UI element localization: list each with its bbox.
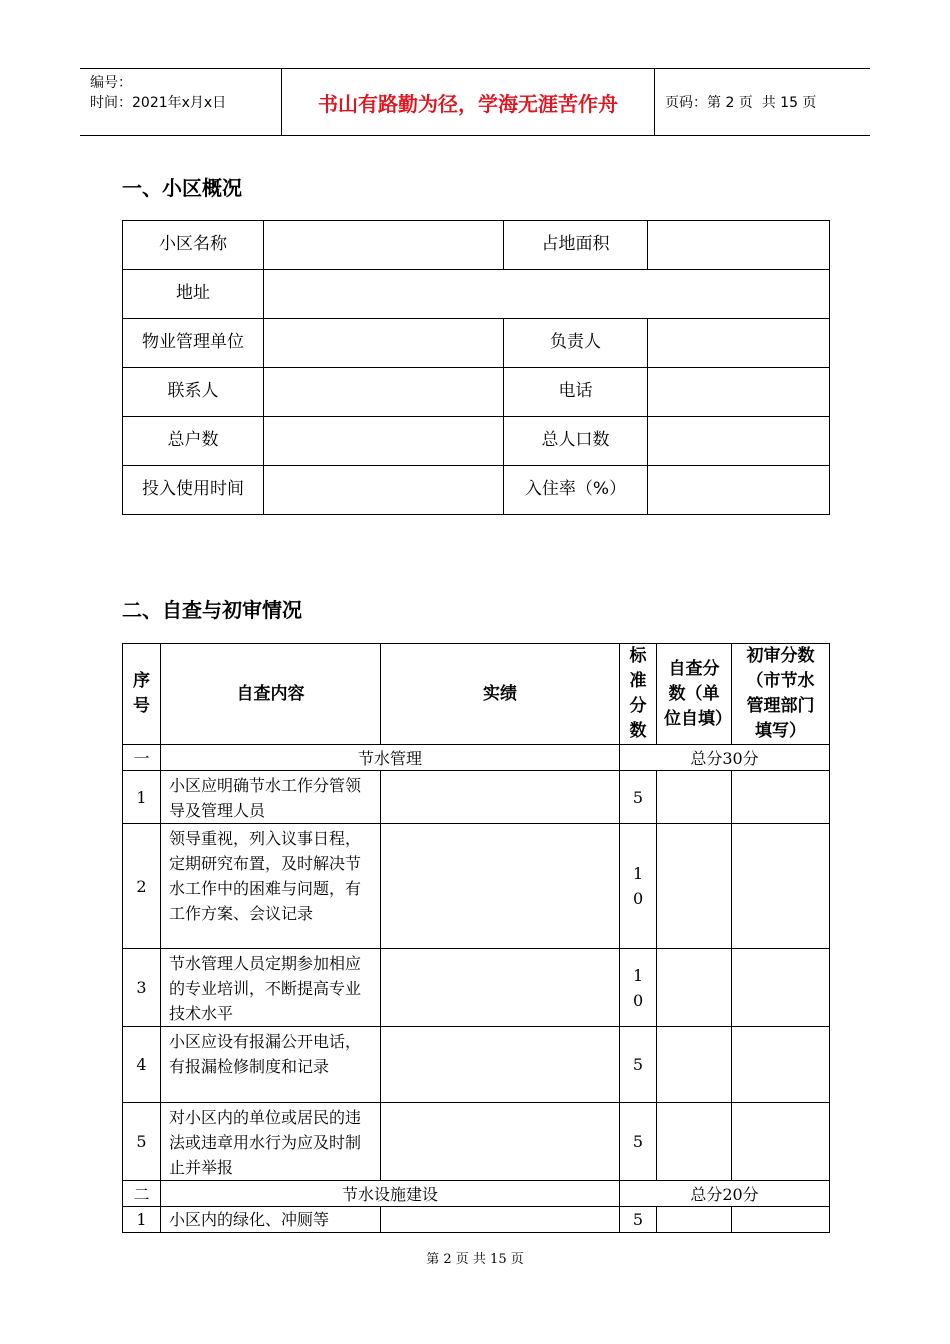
table-row	[123, 824, 830, 949]
review-score-cell[interactable]	[732, 949, 830, 1027]
group-row	[123, 745, 830, 771]
item-score: 5	[620, 1027, 657, 1103]
self-score-cell[interactable]	[657, 1207, 732, 1233]
header-motto: 书山有路勤为径，学海无涯苦作舟	[282, 69, 655, 135]
label-cell: 联系人	[123, 368, 264, 417]
self-score-cell[interactable]	[657, 771, 732, 824]
label-cell: 物业管理单位	[123, 319, 264, 368]
group-index: 一	[123, 745, 161, 771]
result-cell[interactable]	[381, 1207, 620, 1233]
input-cell-contact[interactable]	[264, 368, 504, 417]
label-cell: 电话	[504, 368, 648, 417]
group-index: 二	[123, 1181, 161, 1207]
item-content: 小区应明确节水工作分管领导及管理人员	[161, 771, 381, 824]
table-row	[123, 270, 830, 319]
input-cell-phone[interactable]	[648, 368, 830, 417]
section-2-title: 二、自查与初审情况	[122, 598, 302, 622]
item-no: 1	[123, 771, 161, 824]
label-cell: 负责人	[504, 319, 648, 368]
item-content: 对小区内的单位或居民的违法或违章用水行为应及时制止并举报	[161, 1103, 381, 1181]
review-score-cell[interactable]	[732, 1103, 830, 1181]
item-no: 3	[123, 949, 161, 1027]
table-row	[123, 221, 830, 270]
header-content: 自查内容	[161, 644, 381, 745]
table-row	[123, 1027, 830, 1103]
item-score: 5	[620, 1207, 657, 1233]
table-row	[123, 771, 830, 824]
page-header	[80, 68, 870, 136]
table-row	[123, 417, 830, 466]
group-name: 节水设施建设	[161, 1181, 620, 1207]
item-score: 5	[620, 771, 657, 824]
label-cell: 占地面积	[504, 221, 648, 270]
input-cell-households[interactable]	[264, 417, 504, 466]
review-score-cell[interactable]	[732, 771, 830, 824]
input-cell-population[interactable]	[648, 417, 830, 466]
table-header-row	[123, 644, 830, 745]
label-cell: 小区名称	[123, 221, 264, 270]
section-1-title: 一、小区概况	[122, 176, 242, 200]
header-page-info-text: 页码：第 2 页 共 15 页	[665, 95, 817, 111]
item-score: 10	[620, 824, 657, 949]
table-row	[123, 1103, 830, 1181]
result-cell[interactable]	[381, 771, 620, 824]
review-score-cell[interactable]	[732, 824, 830, 949]
label-cell: 投入使用时间	[123, 466, 264, 515]
review-score-cell[interactable]	[732, 1027, 830, 1103]
input-cell-property-unit[interactable]	[264, 319, 504, 368]
input-cell-occupancy-rate[interactable]	[648, 466, 830, 515]
header-standard: 标准分数	[620, 644, 657, 745]
item-no: 1	[123, 1207, 161, 1233]
result-cell[interactable]	[381, 824, 620, 949]
input-cell-in-use-date[interactable]	[264, 466, 504, 515]
self-score-cell[interactable]	[657, 824, 732, 949]
label-cell: 总人口数	[504, 417, 648, 466]
group-row	[123, 1181, 830, 1207]
header-seq: 序号	[123, 644, 161, 745]
header-result: 实绩	[381, 644, 620, 745]
result-cell[interactable]	[381, 1027, 620, 1103]
item-content: 节水管理人员定期参加相应的专业培训，不断提高专业技术水平	[161, 949, 381, 1027]
table-row	[123, 949, 830, 1027]
document-date-label: 时间：2021年x月x日	[90, 95, 227, 111]
group-name: 节水管理	[161, 745, 620, 771]
header-self: 自查分数（单位自填）	[657, 644, 732, 745]
item-score: 5	[620, 1103, 657, 1181]
header-page-info	[655, 69, 870, 135]
review-score-cell[interactable]	[732, 1207, 830, 1233]
input-cell-community-name[interactable]	[264, 221, 504, 270]
item-content: 小区应设有报漏公开电话，有报漏检修制度和记录	[161, 1027, 381, 1103]
self-score-cell[interactable]	[657, 949, 732, 1027]
item-score: 10	[620, 949, 657, 1027]
self-score-cell[interactable]	[657, 1027, 732, 1103]
item-content: 领导重视，列入议事日程，定期研究布置，及时解决节水工作中的困难与问题，有工作方案、会议记录	[161, 824, 381, 949]
group-total: 总分30分	[620, 745, 830, 771]
label-cell: 总户数	[123, 417, 264, 466]
table-row	[123, 319, 830, 368]
item-no: 4	[123, 1027, 161, 1103]
table-row	[123, 1207, 830, 1233]
table-row	[123, 466, 830, 515]
header-meta	[80, 69, 282, 135]
header-review: 初审分数（市节水管理部门填写）	[732, 644, 830, 745]
self-check-table	[122, 643, 830, 1233]
input-cell-person-in-charge[interactable]	[648, 319, 830, 368]
result-cell[interactable]	[381, 1103, 620, 1181]
item-content: 小区内的绿化、冲厕等	[161, 1207, 381, 1233]
item-no: 5	[123, 1103, 161, 1181]
label-cell: 地址	[123, 270, 264, 319]
table-row	[123, 368, 830, 417]
input-cell-address[interactable]	[264, 270, 830, 319]
item-no: 2	[123, 824, 161, 949]
label-cell: 入住率（%）	[504, 466, 648, 515]
input-cell-area[interactable]	[648, 221, 830, 270]
document-code-label: 编号：	[90, 75, 132, 91]
self-score-cell[interactable]	[657, 1103, 732, 1181]
result-cell[interactable]	[381, 949, 620, 1027]
page-footer: 第 2 页 共 15 页	[426, 1252, 524, 1267]
community-overview-table	[122, 220, 830, 515]
group-total: 总分20分	[620, 1181, 830, 1207]
